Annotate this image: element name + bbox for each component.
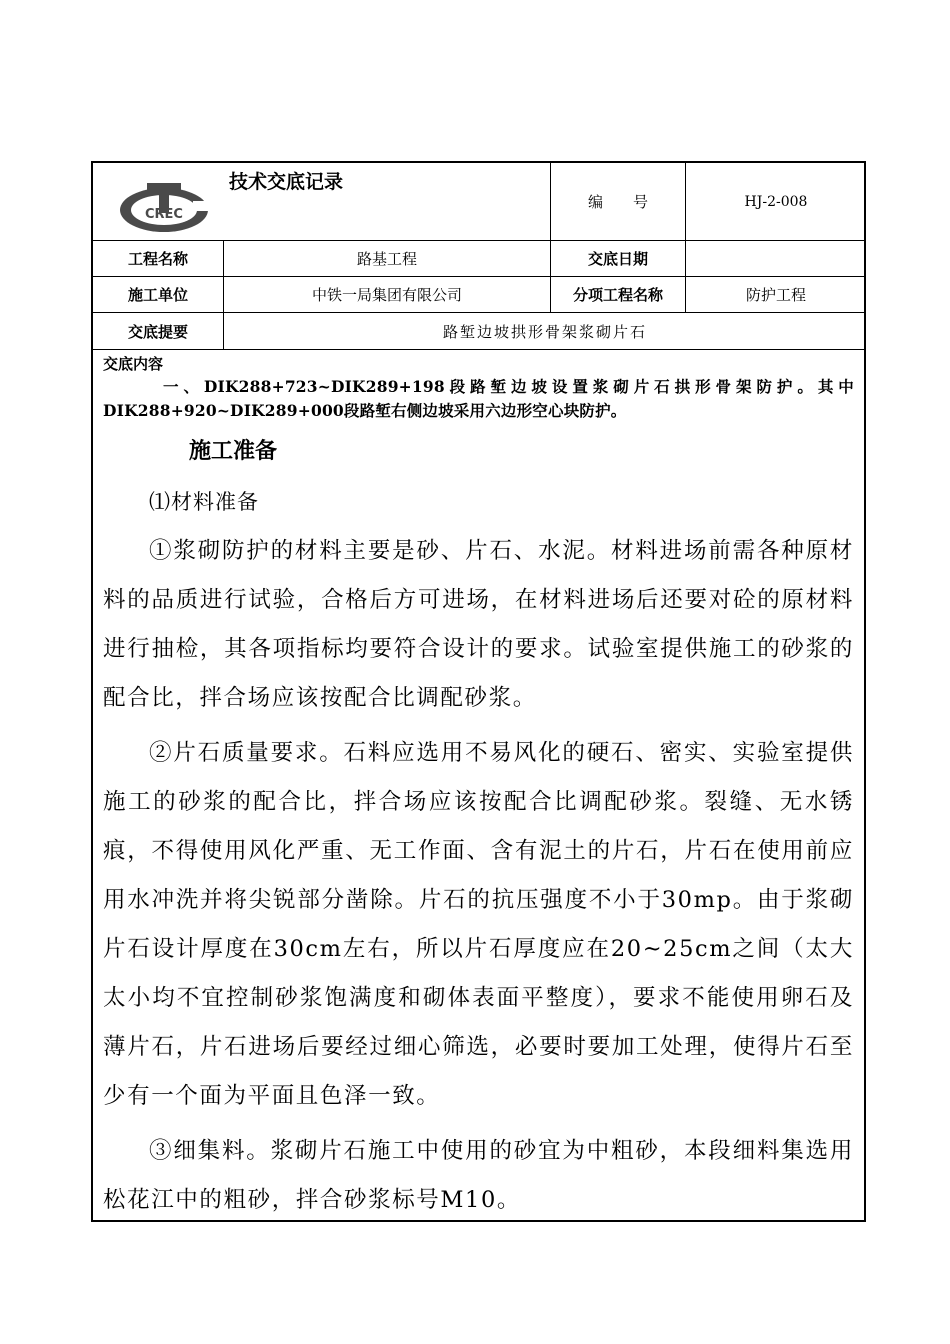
intro-paragraph: 一、DIK288+723~DIK289+198段路堑边坡设置浆砌片石拱形骨架防护。其中DIK288+920~DIK289+000段路堑右侧边坡采用六边形空心块防护。	[103, 377, 854, 420]
crec-logo	[117, 179, 211, 237]
briefing-content	[103, 353, 854, 1225]
date-label: 交底日期	[587, 250, 648, 268]
date-value	[686, 241, 866, 276]
content-label: 交底内容	[103, 355, 164, 373]
project-name-label: 工程名称	[127, 250, 188, 268]
project-name-value: 路基工程	[356, 250, 417, 268]
document-title: 技术交底记录	[229, 171, 344, 193]
sub-project-value: 防护工程	[745, 286, 806, 304]
sub-project-label: 分项工程名称	[572, 286, 663, 304]
paragraph: ②片石质量要求。石料应选用不易风化的硬石、密实、实验室提供施工的砂浆的配合比，拌合场应该按配合比调配砂浆。裂缝、无水锈痕，不得使用风化严重、无工作面、含有泥土的片石，片石在使用前应用水冲洗并将尖锐部分凿除。片石的抗压强度不小于30mp。由于浆砌片石设计厚度在30cm左右，所以片石厚度应在20~25cm之间（太大太小均不宜控制砂浆饱满度和砌体表面平整度），要求不能使用卵石及薄片石，片石进场后要经过细心筛选，必要时要加工处理，使得片石至少有一个面为平面且色泽一致。	[103, 740, 854, 1109]
logo-text: CREC	[145, 207, 183, 222]
sub-title: ⑴材料准备	[149, 490, 259, 514]
unit-value: 中铁一局集团有限公司	[311, 286, 462, 304]
number-label: 编 号	[587, 193, 648, 211]
summary-label: 交底提要	[127, 322, 188, 341]
paragraph: ①浆砌防护的材料主要是砂、片石、水泥。材料进场前需各种原材料的品质进行试验，合格后方可进场，在材料进场后还要对砼的原材料进行抽检，其各项指标均要符合设计的要求。试验室提供施工的砂浆的配合比，拌合场应该按配合比调配砂浆。	[103, 538, 854, 711]
paragraph: ③细集料。浆砌片石施工中使用的砂宜为中粗砂，本段细料集选用松花江中的粗砂，拌合砂浆标号M10。	[103, 1138, 854, 1213]
grid-line	[93, 349, 864, 350]
number-value: HJ-2-008	[744, 193, 808, 210]
summary-value: 路堑边坡拱形骨架浆砌片石	[442, 322, 647, 341]
technical-briefing-form	[91, 161, 866, 1222]
section-title: 施工准备	[189, 438, 278, 464]
unit-label: 施工单位	[127, 286, 188, 304]
